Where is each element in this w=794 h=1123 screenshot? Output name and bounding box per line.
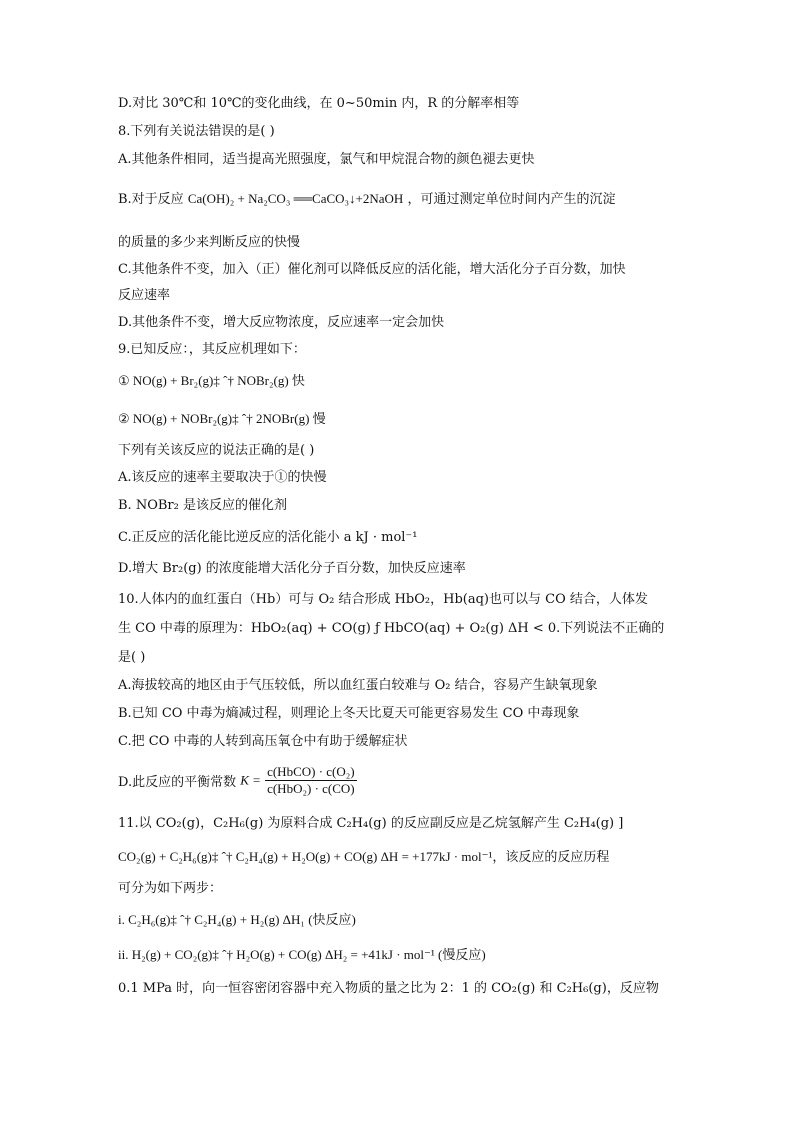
- equilibrium-constant-fraction: [265, 764, 357, 797]
- equilibrium-constant-symbol: K =: [240, 772, 261, 788]
- q11-line4: 0.1 MPa 时，向一恒容密闭容器中充入物质的量之比为 2：1 的 CO₂(g) 和 C₂H₆(g)，反应物: [118, 981, 659, 996]
- q8-option-b-continued: 的质量的多少来判断反应的快慢: [118, 235, 301, 250]
- q9-mechanism-step1: ① NO(g) + Br₂(g)‡ ˆ† NOBr₂(g) 快: [118, 373, 305, 388]
- q9-option-a: A.该反应的速率主要取决于①的快慢: [118, 470, 327, 485]
- q7-option-d: D.对比 30℃和 10℃的变化曲线，在 0~50min 内，R 的分解率相等: [118, 96, 520, 111]
- q9-title: 9.已知反应：，其反应机理如下：: [118, 342, 306, 357]
- fraction-denominator: c(HbO₂) · c(CO): [267, 781, 355, 796]
- q8-option-b-prefix: B.对于反应: [118, 192, 184, 207]
- q10-option-a: A.海拔较高的地区由于气压较低，所以血红蛋白较难与 O₂ 结合，容易产生缺氧现象: [118, 678, 598, 693]
- q8-title: 8.下列有关说法错误的是( ): [118, 124, 275, 139]
- q10-line1: 10.人体内的血红蛋白（Hb）可与 O₂ 结合形成 HbO₂，Hb(aq)也可以与 CO 结合，人体发: [118, 592, 648, 607]
- q10-option-b: B.已知 CO 中毒为熵减过程，则理论上冬天比夏天可能更容易发生 CO 中毒现象: [118, 706, 580, 721]
- q9-option-b: B. NOBr₂ 是该反应的催化剂: [118, 498, 287, 513]
- q8-option-b: [118, 190, 615, 209]
- q8-option-c-line1: C.其他条件不变，加入（正）催化剂可以降低反应的活化能，增大活化分子百分数，加快: [118, 262, 626, 277]
- q11-line3: 可分为如下两步：: [118, 881, 223, 896]
- q10-option-d: [118, 764, 357, 797]
- q9-option-d: D.增大 Br₂(g) 的浓度能增大活化分子百分数，加快反应速率: [118, 561, 466, 576]
- q10-line2: 生 CO 中毒的原理为：HbO₂(aq) + CO(g) ƒ HbCO(aq) + O₂(g) ΔH < 0.下列说法不正确的: [118, 621, 665, 636]
- q9-mechanism-step2: ② NO(g) + NOBr₂(g)‡ ˆ† 2NOBr(g) 慢: [118, 411, 326, 426]
- q8-option-b-equation: Ca(OH)₂ + Na₂CO₃ ══CaCO₃↓+2NaOH: [187, 191, 404, 206]
- q11-line1: 11.以 CO₂(g)，C₂H₆(g) 为原料合成 C₂H₄(g) 的反应副反应是乙烷氢解产生 C₂H₄(g) ]: [118, 816, 624, 831]
- q8-option-b-suffix: ，可通过测定单位时间内产生的沉淀: [407, 192, 616, 207]
- q10-option-d-prefix: D.此反应的平衡常数: [118, 775, 237, 790]
- q11-overall-equation: CO₂(g) + C₂H₆(g)‡ ˆ† C₂H₄(g) + H₂O(g) + CO(g) ΔH = +177kJ · mol⁻¹，该反应的反应历程: [118, 849, 610, 864]
- q10-line3: 是( ): [118, 650, 146, 665]
- q8-option-c-line2: 反应速率: [118, 288, 171, 303]
- q8-option-d: D.其他条件不变，增大反应物浓度，反应速率一定会加快: [118, 315, 445, 330]
- q11-step-ii: ii. H₂(g) + CO₂(g)‡ ˆ† H₂O(g) + CO(g) ΔH₂ = +41kJ · mol⁻¹ (慢反应): [118, 947, 486, 962]
- q9-question: 下列有关该反应的说法正确的是( ): [118, 443, 315, 458]
- q9-option-c: C.正反应的活化能比逆反应的活化能小 a kJ · mol⁻¹: [118, 530, 418, 545]
- q10-option-c: C.把 CO 中毒的人转到高压氧仓中有助于缓解症状: [118, 734, 408, 749]
- fraction-numerator: c(HbCO) · c(O₂): [267, 764, 355, 779]
- q8-option-a: A.其他条件相同，适当提高光照强度，氯气和甲烷混合物的颜色褪去更快: [118, 152, 535, 167]
- q11-step-i: i. C₂H₆(g)‡ ˆ† C₂H₄(g) + H₂(g) ΔH₁ (快反应): [118, 912, 356, 927]
